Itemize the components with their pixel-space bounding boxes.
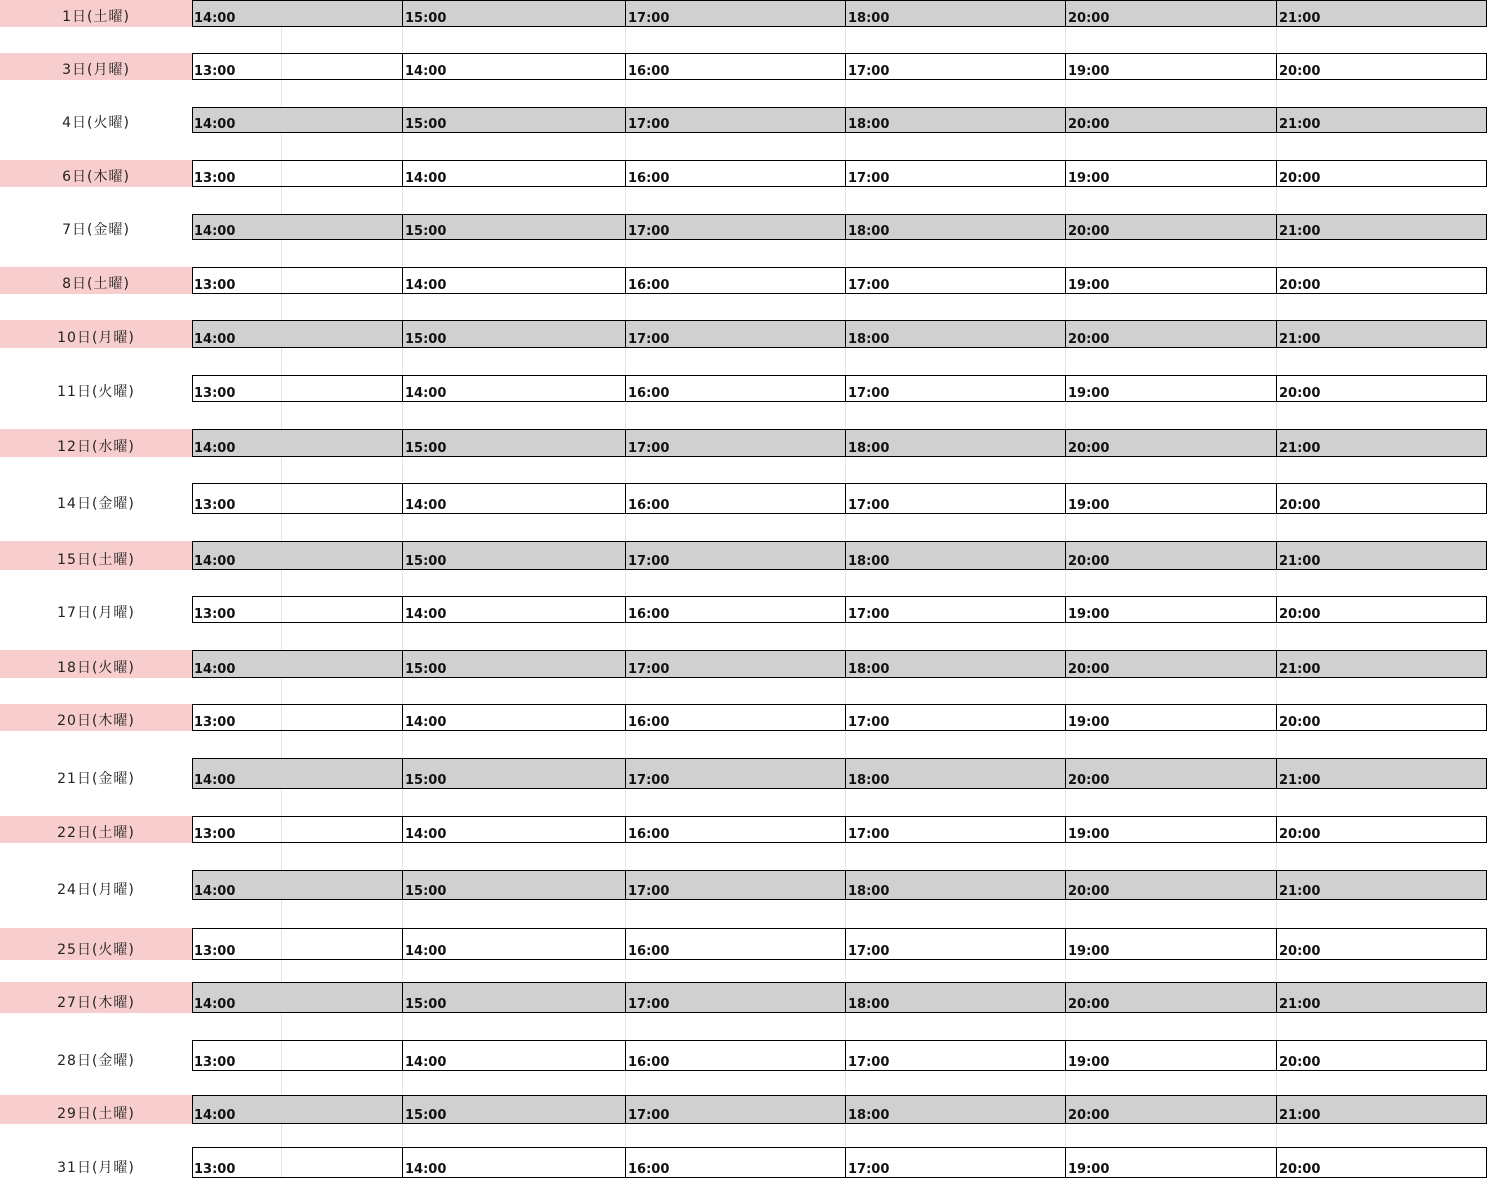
time-slot-cell[interactable]: 17:00: [845, 928, 1065, 960]
time-slot-cell[interactable]: 16:00: [625, 816, 845, 843]
time-slot-cell[interactable]: 16:00: [625, 1147, 845, 1178]
time-slot-cell[interactable]: 17:00: [625, 650, 845, 678]
date-cell[interactable]: 27日(木曜): [0, 982, 192, 1013]
schedule-row: [0, 214, 1487, 240]
time-slot-cell[interactable]: 16:00: [625, 375, 845, 402]
time-slot-cell[interactable]: 14:00: [194, 1108, 236, 1123]
time-slot-cell[interactable]: 16:00: [625, 160, 845, 187]
date-cell[interactable]: 4日(火曜): [62, 115, 130, 131]
time-slot-cell[interactable]: 20:00: [1065, 107, 1276, 133]
time-slot-cell[interactable]: 15:00: [402, 107, 625, 133]
time-slot-cell[interactable]: 15:00: [402, 650, 625, 678]
time-slot-cell[interactable]: 14:00: [194, 441, 236, 456]
time-slot-cell[interactable]: 14:00: [194, 224, 236, 239]
time-slot-cell[interactable]: 16:00: [625, 928, 845, 960]
time-slot-cell[interactable]: 14:00: [402, 160, 625, 187]
time-slot-cell[interactable]: 20:00: [1276, 816, 1487, 843]
time-slot-cell[interactable]: 18:00: [845, 650, 1065, 678]
schedule-row: [0, 1040, 1487, 1071]
time-slot-cell[interactable]: 17:00: [845, 375, 1065, 402]
date-cell[interactable]: 22日(土曜): [0, 816, 192, 843]
time-slot-cell[interactable]: 14:00: [194, 332, 236, 347]
time-slot-cell[interactable]: 14:00: [402, 1147, 625, 1178]
schedule-row: [0, 53, 1487, 80]
time-slot-cell[interactable]: 18:00: [845, 982, 1065, 1013]
time-slot-cell[interactable]: 15:00: [402, 541, 625, 570]
time-slot-cell[interactable]: 21:00: [1276, 0, 1487, 27]
date-cell[interactable]: 20日(木曜): [0, 704, 192, 731]
time-slot-cell[interactable]: 15:00: [402, 429, 625, 457]
time-slot-cell[interactable]: 21:00: [1276, 541, 1487, 570]
schedule-row: [0, 541, 1487, 570]
schedule-row: [0, 1147, 1487, 1178]
time-slot-cell[interactable]: 19:00: [1065, 483, 1276, 514]
time-slot-cell[interactable]: 14:00: [402, 928, 625, 960]
schedule-row: [0, 596, 1487, 623]
time-slot-cell[interactable]: 16:00: [625, 704, 845, 731]
time-slot-cell[interactable]: 20:00: [1065, 214, 1276, 240]
time-slot-cell[interactable]: 21:00: [1276, 758, 1487, 789]
time-slot-cell[interactable]: 20:00: [1276, 375, 1487, 402]
date-cell[interactable]: 24日(月曜): [57, 882, 135, 898]
time-slot-cell[interactable]: 21:00: [1276, 1095, 1487, 1124]
schedule-row: [0, 758, 1487, 789]
time-slot-cell[interactable]: 19:00: [1065, 160, 1276, 187]
time-slot-cell[interactable]: 18:00: [845, 0, 1065, 27]
time-slot-cell[interactable]: 21:00: [1276, 214, 1487, 240]
time-slot-cell[interactable]: 14:00: [194, 997, 236, 1012]
time-slot-cell[interactable]: 20:00: [1276, 928, 1487, 960]
time-slot-cell[interactable]: 14:00: [402, 704, 625, 731]
schedule-row: [0, 870, 1487, 900]
date-cell[interactable]: 14日(金曜): [57, 496, 135, 512]
time-slot-cell[interactable]: 19:00: [1065, 928, 1276, 960]
time-slot-cell[interactable]: 20:00: [1276, 267, 1487, 294]
time-slot-cell[interactable]: 20:00: [1065, 0, 1276, 27]
time-slot-cell[interactable]: 14:00: [194, 884, 236, 899]
schedule-row: [0, 375, 1487, 402]
date-cell[interactable]: 7日(金曜): [62, 222, 130, 238]
time-slot-cell[interactable]: 18:00: [845, 758, 1065, 789]
time-slot-cell[interactable]: 15:00: [402, 758, 625, 789]
time-slot-cell[interactable]: 14:00: [402, 816, 625, 843]
time-slot-cell[interactable]: 18:00: [845, 541, 1065, 570]
time-slot-cell[interactable]: 14:00: [402, 53, 625, 80]
time-slot-cell[interactable]: 19:00: [1065, 1040, 1276, 1071]
time-slot-cell[interactable]: 21:00: [1276, 320, 1487, 348]
time-slot-cell[interactable]: 17:00: [625, 0, 845, 27]
time-slot-cell[interactable]: 19:00: [1065, 1147, 1276, 1178]
date-cell[interactable]: 25日(火曜): [0, 928, 192, 960]
time-slot-cell[interactable]: 20:00: [1276, 704, 1487, 731]
schedule-row: [0, 982, 1487, 1013]
time-slot-cell[interactable]: 20:00: [1276, 1147, 1487, 1178]
schedule-row: [0, 429, 1487, 457]
date-cell[interactable]: 18日(火曜): [0, 650, 192, 678]
time-slot-cell[interactable]: 15:00: [402, 982, 625, 1013]
time-slot-cell[interactable]: 13:00: [194, 1162, 236, 1177]
time-slot-cell[interactable]: 14:00: [194, 11, 236, 26]
date-cell[interactable]: 15日(土曜): [0, 541, 192, 570]
time-slot-cell[interactable]: 20:00: [1276, 596, 1487, 623]
time-slot-cell[interactable]: 16:00: [625, 1040, 845, 1071]
time-slot-cell[interactable]: 16:00: [625, 596, 845, 623]
time-slot-cell[interactable]: 17:00: [625, 320, 845, 348]
time-slot-cell[interactable]: 13:00: [194, 64, 236, 79]
time-slot-cell[interactable]: 16:00: [625, 483, 845, 514]
time-slot-cell[interactable]: 19:00: [1065, 816, 1276, 843]
time-slot-cell[interactable]: 13:00: [194, 1055, 236, 1070]
time-slot-cell[interactable]: 21:00: [1276, 429, 1487, 457]
time-slot-cell[interactable]: 17:00: [625, 429, 845, 457]
time-slot-cell[interactable]: 20:00: [1276, 53, 1487, 80]
time-slot-cell[interactable]: 17:00: [625, 1095, 845, 1124]
time-slot-cell[interactable]: 17:00: [845, 53, 1065, 80]
time-slot-cell[interactable]: 17:00: [625, 982, 845, 1013]
time-slot-cell[interactable]: 18:00: [845, 320, 1065, 348]
time-slot-cell[interactable]: 17:00: [625, 870, 845, 900]
schedule-row: [0, 928, 1487, 960]
time-slot-cell[interactable]: 15:00: [402, 320, 625, 348]
time-slot-cell[interactable]: 17:00: [625, 107, 845, 133]
date-cell[interactable]: 10日(月曜): [0, 320, 192, 348]
time-slot-cell[interactable]: 21:00: [1276, 982, 1487, 1013]
time-slot-cell[interactable]: 13:00: [194, 171, 236, 186]
time-slot-cell[interactable]: 15:00: [402, 870, 625, 900]
time-slot-cell[interactable]: 19:00: [1065, 53, 1276, 80]
time-slot-cell[interactable]: 15:00: [402, 1095, 625, 1124]
date-cell[interactable]: 8日(土曜): [0, 267, 192, 294]
schedule-row: [0, 650, 1487, 678]
time-slot-cell[interactable]: 13:00: [194, 827, 236, 842]
time-slot-cell[interactable]: 17:00: [845, 1147, 1065, 1178]
time-slot-cell[interactable]: 13:00: [194, 498, 236, 513]
time-slot-cell[interactable]: 13:00: [194, 607, 236, 622]
time-slot-cell[interactable]: 19:00: [1065, 375, 1276, 402]
schedule-row: [0, 320, 1487, 348]
date-cell[interactable]: 6日(木曜): [0, 160, 192, 187]
time-slot-cell[interactable]: 17:00: [845, 483, 1065, 514]
time-slot-cell[interactable]: 13:00: [194, 278, 236, 293]
time-slot-cell[interactable]: 18:00: [845, 214, 1065, 240]
time-slot-cell[interactable]: 17:00: [845, 267, 1065, 294]
time-slot-cell[interactable]: 19:00: [1065, 704, 1276, 731]
time-slot-cell[interactable]: 20:00: [1065, 650, 1276, 678]
time-slot-cell[interactable]: 13:00: [194, 386, 236, 401]
time-slot-cell[interactable]: 14:00: [402, 267, 625, 294]
time-slot-cell[interactable]: 18:00: [845, 870, 1065, 900]
date-cell[interactable]: 17日(月曜): [57, 605, 135, 621]
time-slot-cell[interactable]: 17:00: [625, 541, 845, 570]
time-slot-cell[interactable]: 20:00: [1065, 982, 1276, 1013]
time-slot-cell[interactable]: 20:00: [1065, 429, 1276, 457]
time-slot-cell[interactable]: 19:00: [1065, 267, 1276, 294]
time-slot-cell[interactable]: 20:00: [1065, 758, 1276, 789]
date-cell[interactable]: 29日(土曜): [0, 1095, 192, 1124]
time-slot-cell[interactable]: 14:00: [194, 773, 236, 788]
time-slot-cell[interactable]: 14:00: [194, 117, 236, 132]
time-slot-cell[interactable]: 21:00: [1276, 870, 1487, 900]
time-slot-cell[interactable]: 14:00: [402, 483, 625, 514]
time-slot-cell[interactable]: 15:00: [402, 0, 625, 27]
time-slot-cell[interactable]: 14:00: [194, 662, 236, 677]
time-slot-cell[interactable]: 18:00: [845, 429, 1065, 457]
time-slot-cell[interactable]: 17:00: [845, 816, 1065, 843]
time-slot-cell[interactable]: 14:00: [402, 375, 625, 402]
time-slot-cell[interactable]: 20:00: [1276, 160, 1487, 187]
time-slot-cell[interactable]: 13:00: [194, 715, 236, 730]
date-cell[interactable]: 12日(水曜): [0, 429, 192, 457]
time-slot-cell[interactable]: 18:00: [845, 1095, 1065, 1124]
schedule-row: [0, 0, 1487, 27]
date-cell[interactable]: 1日(土曜): [0, 0, 192, 27]
time-slot-cell[interactable]: 17:00: [625, 214, 845, 240]
time-slot-cell[interactable]: 16:00: [625, 53, 845, 80]
time-slot-cell[interactable]: 20:00: [1276, 483, 1487, 514]
time-slot-cell[interactable]: 21:00: [1276, 107, 1487, 133]
time-slot-cell[interactable]: 14:00: [402, 1040, 625, 1071]
time-slot-cell[interactable]: 15:00: [402, 214, 625, 240]
schedule-row: [0, 483, 1487, 514]
time-slot-cell[interactable]: 20:00: [1065, 1095, 1276, 1124]
time-slot-cell[interactable]: 20:00: [1065, 541, 1276, 570]
time-slot-cell[interactable]: 13:00: [194, 944, 236, 959]
time-slot-cell[interactable]: 17:00: [845, 160, 1065, 187]
time-slot-cell[interactable]: 14:00: [402, 596, 625, 623]
date-cell[interactable]: 21日(金曜): [57, 771, 135, 787]
date-cell[interactable]: 31日(月曜): [57, 1160, 135, 1176]
date-cell[interactable]: 11日(火曜): [57, 384, 135, 400]
time-slot-cell[interactable]: 21:00: [1276, 650, 1487, 678]
time-slot-cell[interactable]: 20:00: [1065, 320, 1276, 348]
time-slot-cell[interactable]: 19:00: [1065, 596, 1276, 623]
date-cell[interactable]: 3日(月曜): [0, 53, 192, 80]
schedule-row: [0, 1095, 1487, 1124]
time-slot-cell[interactable]: 17:00: [845, 596, 1065, 623]
time-slot-cell[interactable]: 17:00: [845, 704, 1065, 731]
time-slot-cell[interactable]: 14:00: [194, 554, 236, 569]
schedule-row: [0, 704, 1487, 731]
time-slot-cell[interactable]: 16:00: [625, 267, 845, 294]
schedule-row: [0, 107, 1487, 133]
schedule-row: [0, 160, 1487, 187]
schedule-row: [0, 267, 1487, 294]
schedule-row: [0, 816, 1487, 843]
time-slot-cell[interactable]: 18:00: [845, 107, 1065, 133]
time-slot-cell[interactable]: 20:00: [1276, 1040, 1487, 1071]
time-slot-cell[interactable]: 17:00: [845, 1040, 1065, 1071]
time-slot-cell[interactable]: 17:00: [625, 758, 845, 789]
time-slot-cell[interactable]: 20:00: [1065, 870, 1276, 900]
date-cell[interactable]: 28日(金曜): [57, 1053, 135, 1069]
